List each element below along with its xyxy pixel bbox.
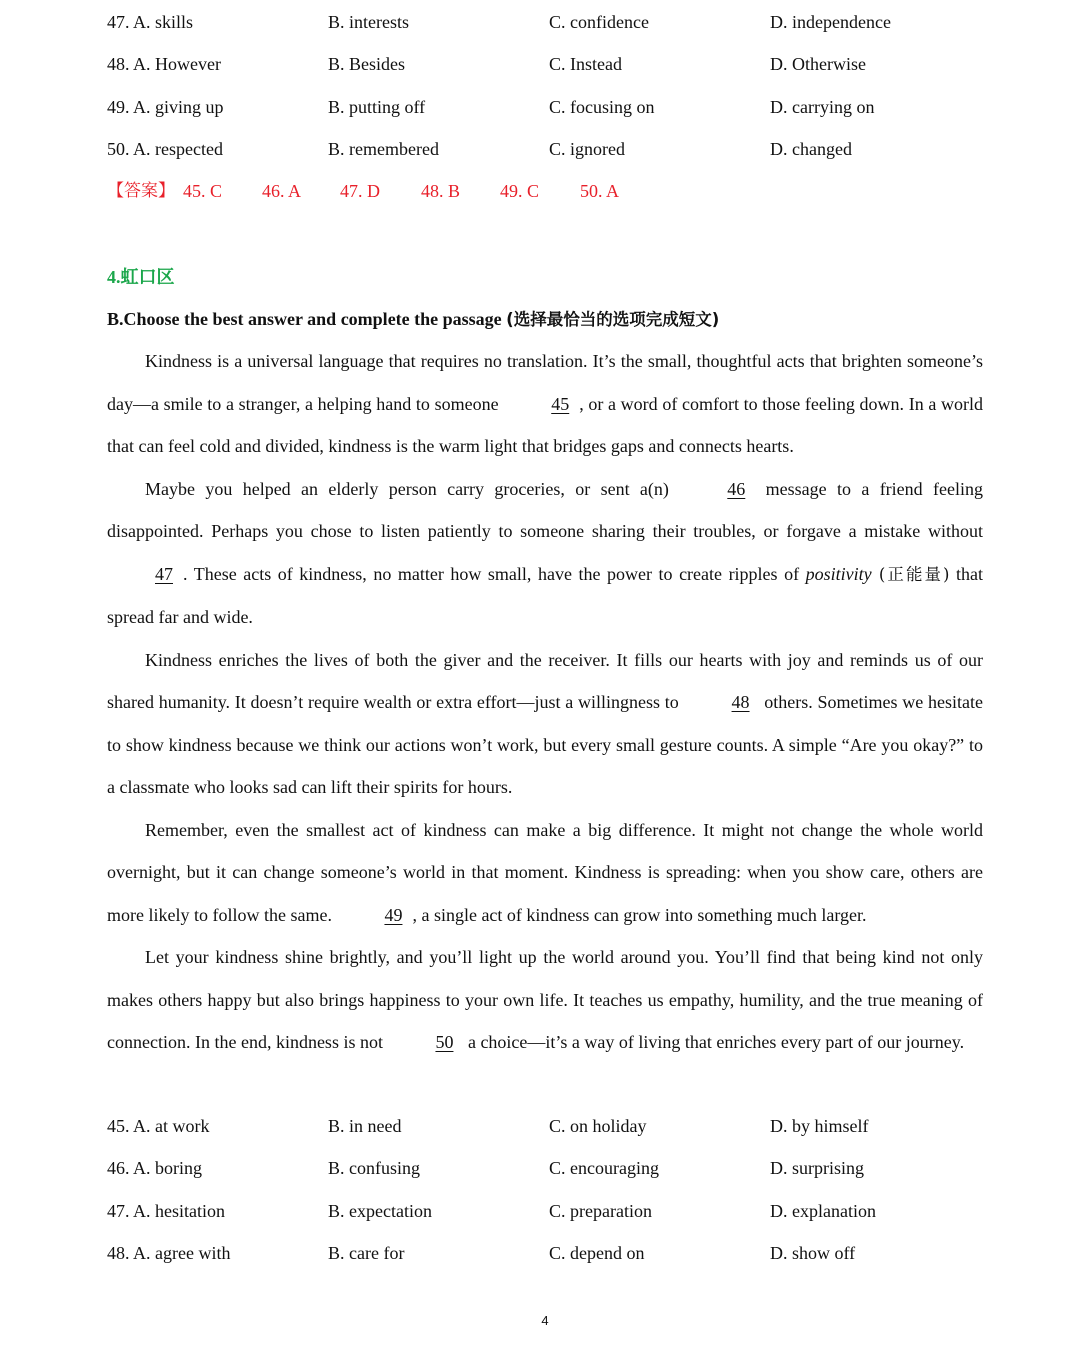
- option-a: 46. A. boring: [107, 1158, 203, 1178]
- section-heading: [107, 263, 175, 292]
- option-a: 47. A. skills: [107, 12, 194, 32]
- option-row-50: [107, 135, 987, 163]
- option-row-46: [107, 1154, 987, 1182]
- option-d: D. Otherwise: [770, 54, 866, 74]
- option-d: D. show off: [770, 1243, 856, 1263]
- option-row-49: [107, 93, 987, 121]
- option-row-48-b: [107, 1239, 987, 1267]
- option-a: 47. A. hesitation: [107, 1201, 225, 1221]
- option-b: B. Besides: [328, 54, 406, 74]
- option-d: D. by himself: [770, 1116, 869, 1136]
- text: , a single act of kindness can grow into something much larger.: [412, 904, 867, 925]
- chinese-gloss: (正能量): [871, 564, 950, 584]
- text: message to a friend feeling disappointed. Perhaps you chose to listen patiently to someone sharing their troubles, or forgave a mistake without: [107, 478, 984, 541]
- section-district: 虹口区: [120, 267, 175, 288]
- text: Maybe you helped an elderly person carry groceries, or sent a(n): [145, 478, 680, 499]
- answer-item: 45. C: [183, 181, 223, 201]
- instruction-en: B.Choose the best answer and complete the passage: [107, 309, 507, 329]
- option-c: C. ignored: [549, 139, 625, 159]
- instruction-zh: (选择最恰当的选项完成短文): [506, 310, 720, 329]
- option-c: C. depend on: [549, 1243, 645, 1263]
- text: a choice—it’s a way of living that enriches every part of our journey.: [463, 1032, 965, 1052]
- answer-item: 47. D: [340, 181, 380, 201]
- answer-item: 46. A: [262, 181, 302, 201]
- blank-50: 50: [435, 1032, 454, 1052]
- option-d: D. surprising: [770, 1158, 864, 1178]
- option-row-45: [107, 1112, 987, 1140]
- paragraph-4: [107, 809, 983, 937]
- option-c: C. on holiday: [549, 1116, 647, 1136]
- paragraph-3: [107, 639, 983, 809]
- option-c: C. focusing on: [549, 97, 655, 117]
- blank-47: 47: [155, 563, 173, 584]
- option-a: 49. A. giving up: [107, 97, 224, 117]
- text: Kindness enriches the lives of both the giver and the receiver. It fills our hearts with joy and reminds us of our shared humanity. It doesn’t require wealth or extra effort—just a willingness to: [107, 649, 983, 712]
- option-a: 48. A. However: [107, 54, 221, 74]
- option-a: 50. A. respected: [107, 139, 223, 159]
- option-row-47-b: [107, 1197, 987, 1225]
- option-d: D. changed: [770, 139, 852, 159]
- option-row-48: [107, 50, 987, 78]
- blank-46: 46: [727, 478, 746, 499]
- text: Let your kindness shine brightly, and you’ll light up the world around you. You’ll find that being kind not only makes others happy but also brings happiness to your own life. It teaches us empathy, humility, and the true meaning of connection. In the end, kindness is not: [107, 947, 983, 1052]
- text: Kindness is a universal language that requires no translation. It’s the small, thoughtful acts that brighten someone’s day—a smile to a stranger, a helping hand to someone: [107, 351, 983, 414]
- blank-45: 45: [551, 393, 570, 414]
- option-d: D. carrying on: [770, 97, 875, 117]
- option-a: 48. A. agree with: [107, 1243, 231, 1263]
- option-b: B. care for: [328, 1243, 405, 1263]
- option-b: B. in need: [328, 1116, 402, 1136]
- instruction: [107, 305, 719, 334]
- answer-item: 48. B: [421, 181, 461, 201]
- option-b: B. interests: [328, 12, 409, 32]
- option-c: C. confidence: [549, 12, 649, 32]
- option-b: B. confusing: [328, 1158, 420, 1178]
- section-number: 4.: [107, 267, 121, 287]
- option-c: C. preparation: [549, 1201, 652, 1221]
- answer-item: 49. C: [500, 181, 540, 201]
- answer-label: 【答案】: [107, 181, 175, 201]
- paragraph-5: [107, 936, 983, 1064]
- option-a: 45. A. at work: [107, 1116, 210, 1136]
- option-b: B. expectation: [328, 1201, 432, 1221]
- page-number: 4: [541, 1313, 549, 1328]
- text: . These acts of kindness, no matter how small, have the power to create ripples of: [183, 563, 806, 584]
- blank-49: 49: [384, 904, 403, 925]
- text: that spread far and wide.: [107, 563, 983, 627]
- text: others. Sometimes we hesitate to show kindness because we think our actions won’t work, but every small gesture counts. A simple “Are you okay?” to a classmate who looks sad can lift their spirits for hours.: [107, 692, 984, 797]
- blank-48: 48: [731, 692, 750, 712]
- paragraph-1: [107, 340, 983, 468]
- answer-key: [107, 177, 987, 205]
- option-b: B. putting off: [328, 97, 426, 117]
- option-d: D. explanation: [770, 1201, 876, 1221]
- paragraph-2: [107, 468, 983, 639]
- answer-item: 50. A: [580, 181, 620, 201]
- passage: [107, 340, 983, 1064]
- option-d: D. independence: [770, 12, 891, 32]
- option-row-47: [107, 8, 987, 36]
- option-b: B. remembered: [328, 139, 439, 159]
- text: , or a word of comfort to those feeling down. In a world that can feel cold and divided, kindness is the warm light that bridges gaps and connects hearts.: [107, 393, 983, 456]
- option-c: C. Instead: [549, 54, 622, 74]
- italic-term: positivity: [805, 563, 872, 584]
- text: Remember, even the smallest act of kindness can make a big difference. It might not change the whole world overnight, but it can change someone’s world in that moment. Kindness is spreading: when you show care, others are more likely to follow the same.: [107, 819, 983, 925]
- option-c: C. encouraging: [549, 1158, 659, 1178]
